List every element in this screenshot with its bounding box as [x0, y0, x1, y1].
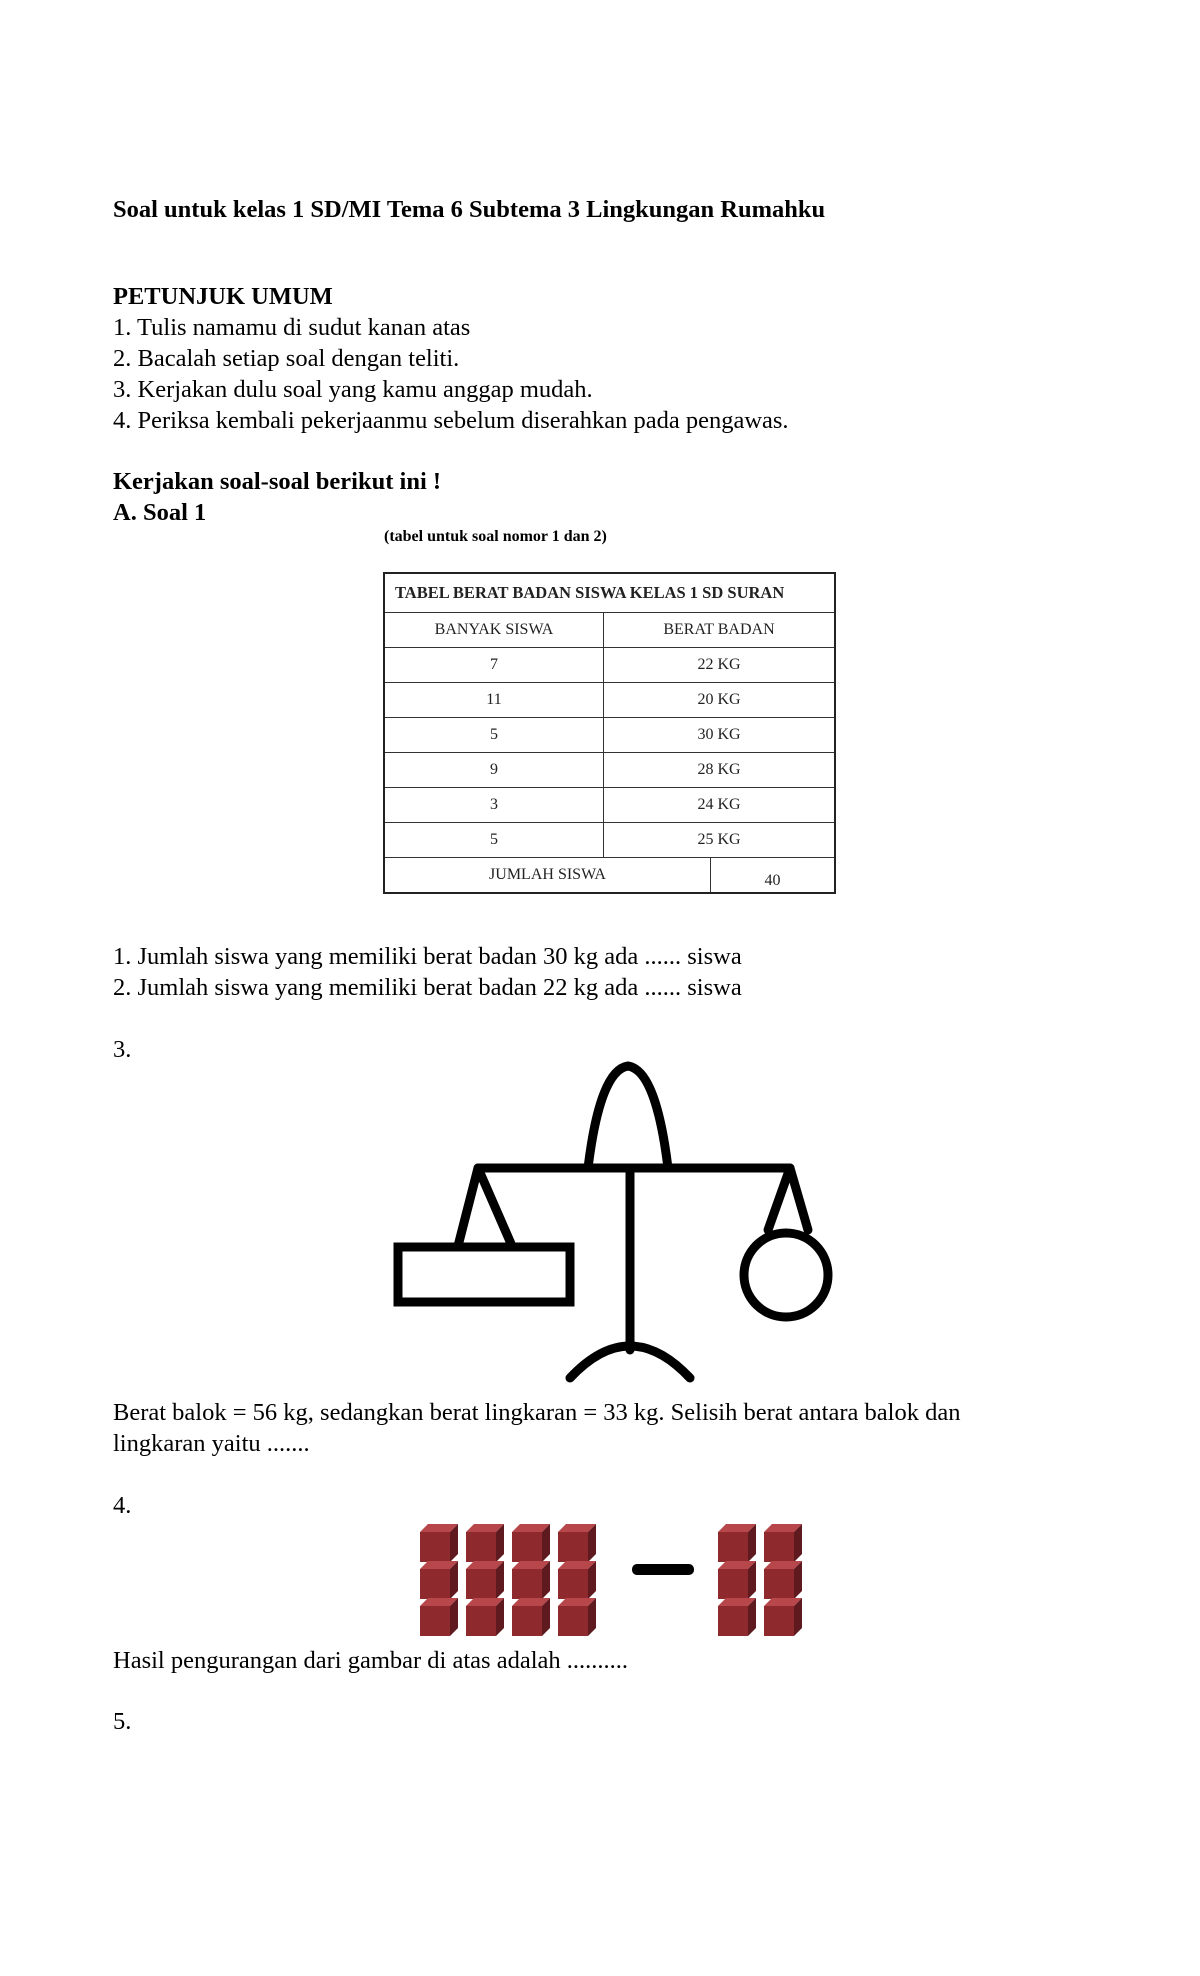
- question-2: 2. Jumlah siswa yang memiliki berat badan 22 kg ada ...... siswa: [113, 974, 742, 1001]
- table-cell: 22 KG: [697, 656, 741, 673]
- table-caption: (tabel untuk soal nomor 1 dan 2): [384, 528, 607, 545]
- table-cell: 25 KG: [697, 831, 741, 848]
- cube-icon: [718, 1524, 756, 1562]
- table-cell: 9: [385, 753, 604, 787]
- question-4-number: 4.: [113, 1492, 132, 1519]
- cube-icon: [466, 1598, 504, 1636]
- cube-icon: [420, 1598, 458, 1636]
- cube-icon: [512, 1598, 550, 1636]
- cube-icon: [718, 1561, 756, 1599]
- question-1: 1. Jumlah siswa yang memiliki berat badan 30 kg ada ...... siswa: [113, 943, 742, 970]
- question-4-text: Hasil pengurangan dari gambar di atas adalah ..........: [113, 1647, 629, 1674]
- table-cell: 5: [385, 718, 604, 752]
- cube-icon: [512, 1524, 550, 1562]
- cube-icon: [466, 1561, 504, 1599]
- footer-value: 40: [764, 872, 781, 889]
- table-cell: 11: [385, 683, 604, 717]
- header-berat-badan: BERAT BADAN: [663, 621, 775, 638]
- instructions-heading: PETUNJUK UMUM: [113, 283, 333, 310]
- document-title: Soal untuk kelas 1 SD/MI Tema 6 Subtema 3 Lingkungan Rumahku: [113, 196, 826, 223]
- question-3-line-2: lingkaran yaitu .......: [113, 1430, 310, 1457]
- cube-icon: [466, 1524, 504, 1562]
- instruction-item: 2. Bacalah setiap soal dengan teliti.: [113, 345, 460, 372]
- cube-icon: [764, 1524, 802, 1562]
- minus-sign-icon: [632, 1564, 694, 1575]
- cube-icon: [512, 1561, 550, 1599]
- cube-icon: [558, 1598, 596, 1636]
- question-5-number: 5.: [113, 1708, 132, 1735]
- table-cell: 3: [385, 788, 604, 822]
- cube-icon: [558, 1561, 596, 1599]
- question-3-number: 3.: [113, 1036, 132, 1063]
- cube-icon: [718, 1598, 756, 1636]
- table-title: TABEL BERAT BADAN SISWA KELAS 1 SD SURAN: [395, 583, 785, 602]
- section-a-heading: A. Soal 1: [113, 499, 207, 526]
- cube-icon: [764, 1561, 802, 1599]
- cube-icon: [558, 1524, 596, 1562]
- table-cell: 5: [385, 823, 604, 857]
- question-3-line-1: Berat balok = 56 kg, sedangkan berat lingkaran = 33 kg. Selisih berat antara balok dan: [113, 1399, 961, 1426]
- instruction-item: 3. Kerjakan dulu soal yang kamu anggap mudah.: [113, 376, 593, 403]
- table-cell: 20 KG: [697, 691, 741, 708]
- instruction-item: 4. Periksa kembali pekerjaanmu sebelum diserahkan pada pengawas.: [113, 407, 789, 434]
- task-heading: Kerjakan soal-soal berikut ini !: [113, 468, 442, 495]
- table-cell: 30 KG: [697, 726, 741, 743]
- cube-icon: [420, 1561, 458, 1599]
- header-banyak-siswa: BANYAK SISWA: [385, 613, 604, 647]
- table-cell: 24 KG: [697, 796, 741, 813]
- footer-label: JUMLAH SISWA: [385, 858, 711, 892]
- cube-icon: [764, 1598, 802, 1636]
- table-cell: 7: [385, 648, 604, 682]
- instruction-item: 1. Tulis namamu di sudut kanan atas: [113, 314, 471, 341]
- table-cell: 28 KG: [697, 761, 741, 778]
- cube-icon: [420, 1524, 458, 1562]
